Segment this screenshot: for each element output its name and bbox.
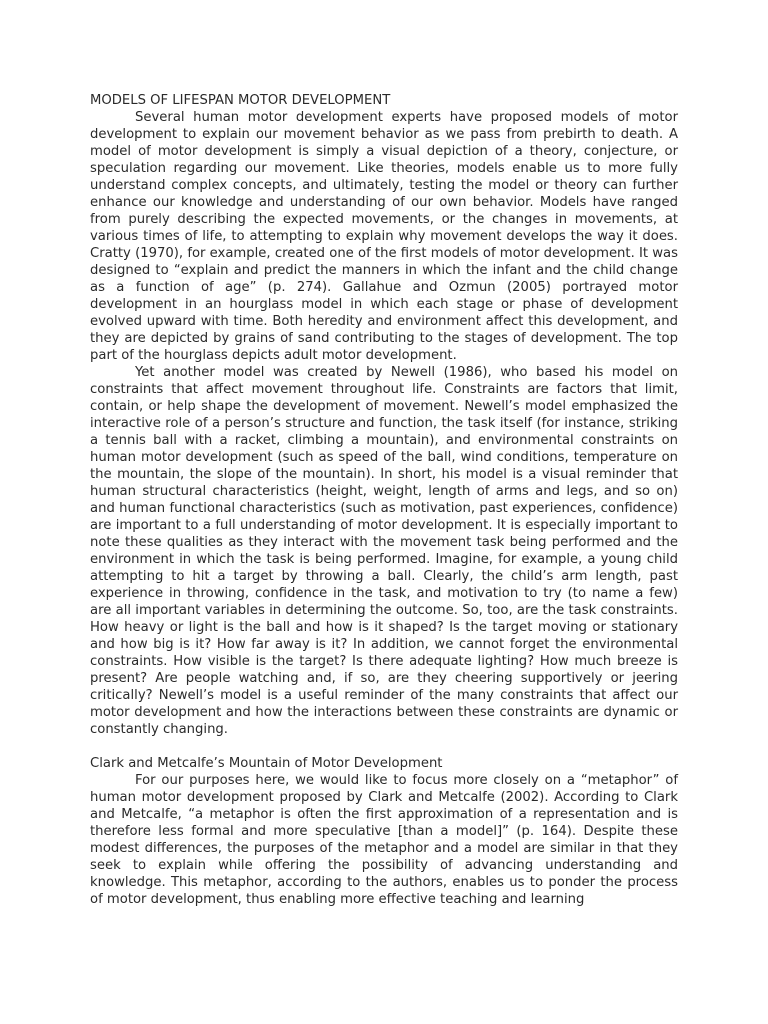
paragraph-newell-model: Yet another model was created by Newell (1986), who based his model on constraints that affect movement throughout life. Constraints are factors that limit, contain, or help shape the development of movement. Newell’s model emphasized the interactive role of a person’s structure and function, the task itself (for instance, striking a tennis ball with a racket, climbing a mountain), and environmental constraints on human motor development (such as speed of the ball, wind conditions, temperature on the mountain, the slope of the mountain). In short, his model is a visual reminder that human structural characteristics (height, weight, length of arms and legs, and so on) and human functional characteristics (such as motivation, past experiences, confidence) are important to a full understanding of motor development. It is especially important to note these qualities as they interact with the movement task being performed and the environment in which the task is being performed. Imagine, for example, a young child attempting to hit a target by throwing a ball. Clearly, the child’s arm length, past experience in throwing, confidence in the task, and motivation to try (to name a few) are all important variables in determining the outcome. So, too, are the task constraints. How heavy or light is the ball and how is it shaped? Is the target moving or stationary and how big is it? How far away is it? In addition, we cannot forget the environmental constraints. How visible is the target? Is there adequate lighting? How much breeze is present? Are people watching and, if so, are they cheering supportively or jeering critically? Newell’s model is a useful reminder of the many constraints that affect our motor development and how the interactions between these constraints are dynamic or constantly changing. [90,365,678,737]
paragraph-models-overview: Several human motor development experts have proposed models of motor development to explain our movement behavior as we pass from prebirth to death. A model of motor development is simply a visual depiction of a theory, conjecture, or speculation regarding our movement. Like theories, models enable us to more fully understand complex concepts, and ultimately, testing the model or theory can further enhance our knowledge and understanding of our own behavior. Models have ranged from purely describing the expected movements, or the changes in movements, at various times of life, to attempting to explain why movement develops the way it does. Cratty (1970), for example, created one of the first models of motor development. It was designed to “explain and predict the manners in which the infant and the child change as a function of age” (p. 274). Gallahue and Ozmun (2005) portrayed motor development in an hourglass model in which each stage or phase of development evolved upward with time. Both heredity and environment affect this development, and they are depicted by grains of sand contributing to the stages of development. The top part of the hourglass depicts adult motor development. [90,110,678,363]
paragraph-spacer [90,738,678,755]
document-body [90,92,678,908]
section-heading: Clark and Metcalfe’s Mountain of Motor Development [90,756,443,771]
paragraph-clark-metcalfe: For our purposes here, we would like to focus more closely on a “metaphor” of human motor development proposed by Clark and Metcalfe (2002). According to Clark and Metcalfe, “a metaphor is often the first approximation of a representation and is therefore less formal and more speculative [than a model]” (p. 164). Despite these modest differences, the purposes of the metaphor and a model are similar in that they seek to explain while offering the possibility of advancing understanding and knowledge. This metaphor, according to the authors, enables us to ponder the process of motor development, thus enabling more effective teaching and learning [90,773,678,907]
document-title: MODELS OF LIFESPAN MOTOR DEVELOPMENT [90,93,391,108]
